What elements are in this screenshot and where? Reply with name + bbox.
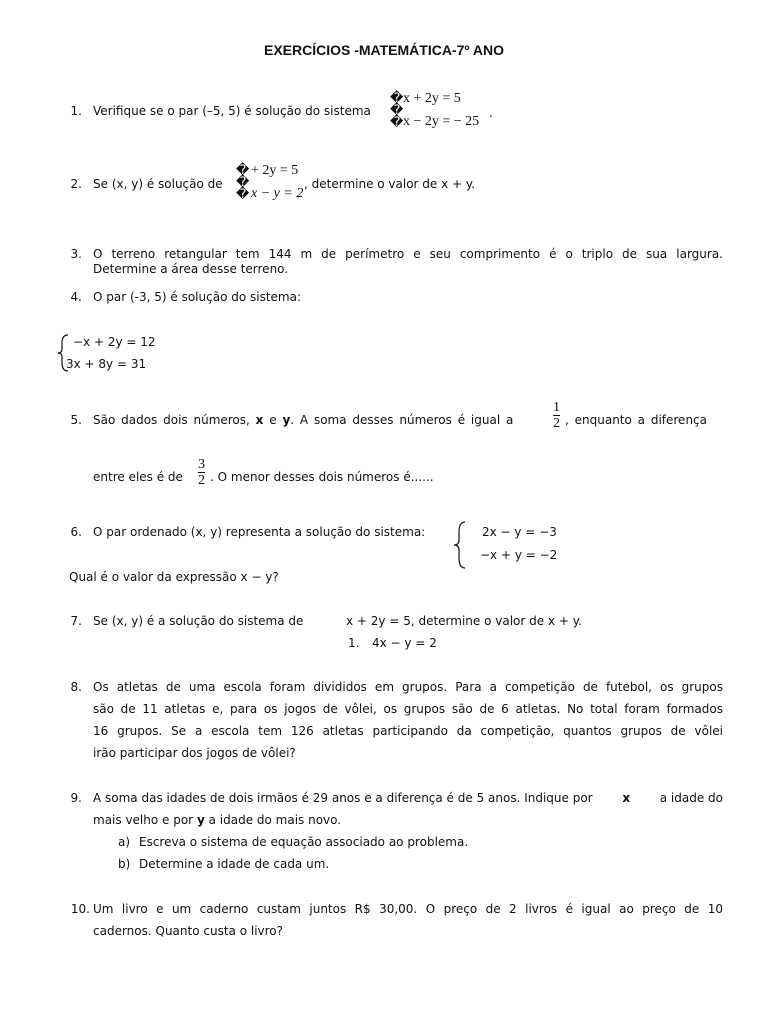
q8-line-2: são de 11 atletas e, para os jogos de vôlei, os grupos são de 6 atletas. No total foram formados <box>93 702 723 716</box>
q6-text: O par ordenado (x, y) representa a solução do sistema: <box>93 525 426 539</box>
q2-number: 2. <box>70 177 82 191</box>
q4-equation-2: 3x + 8y = 31 <box>66 357 147 371</box>
q7-text: Se (x, y) é a solução do sistema de <box>93 614 304 628</box>
q8-line-4: irão participar dos jogos de vôlei? <box>93 746 296 760</box>
q6-equation-2: −x + y = −2 <box>480 548 558 562</box>
q2-equation-1: + 2y = 5 <box>251 163 299 178</box>
q5-line-1-end: , enquanto a diferença <box>565 413 707 427</box>
q5-line-1 <box>93 413 513 427</box>
q9-line-2-end: a idade do mais novo. <box>208 813 342 827</box>
q6-brace <box>452 520 468 570</box>
q9-item-b-text: Determine a idade de cada um. <box>139 857 330 871</box>
q9-item-a-text: Escreva o sistema de equação associado ao problema. <box>139 835 469 849</box>
q1-equation-2: x − 2y = − 25 <box>403 114 480 129</box>
q9-item-b-label: b) <box>118 857 131 871</box>
q1-number: 1. <box>70 104 82 118</box>
q4-equation-1: −x + 2y = 12 <box>73 335 156 349</box>
q4-text: O par (-3, 5) é solução do sistema: <box>93 290 302 304</box>
q1-brace-glyph-2: � <box>390 103 404 118</box>
page-title: EXERCÍCIOS -MATEMÁTICA-7º ANO <box>263 42 504 58</box>
q7-equation-2: 4x − y = 2 <box>372 636 437 650</box>
q5-line-2-end: . O menor desses dois números é...... <box>210 470 434 484</box>
q1-period: . <box>489 106 493 120</box>
q10-line-1: Um livro e um caderno custam juntos R$ 30,00. O preço de 2 livros é igual ao preço de 10 <box>93 902 723 916</box>
q5-fraction-2 <box>198 457 205 488</box>
q2-equation-2: x − y = 2 <box>251 186 304 201</box>
q7-equation-1: x + 2y = 5, determine o valor de x + y. <box>346 614 582 628</box>
q2-text-after: , determine o valor de x + y. <box>304 177 476 191</box>
q5-fraction-2-numerator: 3 <box>198 457 205 472</box>
q6-equation-1: 2x − y = −3 <box>482 525 557 539</box>
q3-number: 3. <box>70 247 82 261</box>
q5-fraction-1-numerator: 1 <box>553 400 560 415</box>
q2-brace-glyph-1: � <box>236 163 250 178</box>
q8-line-3: 16 grupos. Se a escola tem 126 atletas participando da competição, quantos grupos de vôlei <box>93 724 723 738</box>
q5-line-2: entre eles é de <box>93 470 183 484</box>
q8-line-1: Os atletas de uma escola foram divididos em grupos. Para a competição de futebol, os grupos <box>93 680 723 694</box>
q5-number: 5. <box>70 413 82 427</box>
q3-line-2: Determine a área desse terreno. <box>93 262 289 276</box>
q9-line-1-end: a idade do <box>659 791 723 805</box>
q2-brace-glyph-2: � <box>236 175 250 190</box>
q1-brace-glyph-3: � <box>390 115 404 130</box>
q9-line-1-start: A soma das idades de dois irmãos é 29 anos e a diferença é de 5 anos. Indique por <box>93 791 593 805</box>
q2-text-before: Se (x, y) é solução de <box>93 177 223 191</box>
q8-number: 8. <box>70 680 82 694</box>
q9-line-1 <box>93 791 723 805</box>
q9-line-2-start: mais velho e por <box>93 813 194 827</box>
q6-number: 6. <box>70 525 82 539</box>
q5-fraction-1 <box>553 400 560 431</box>
q7-number: 7. <box>70 614 82 628</box>
q6-question: Qual é o valor da expressão x − y? <box>69 570 279 584</box>
q1-brace-glyph-1: � <box>390 91 404 106</box>
q5-var-x: x <box>255 413 264 427</box>
q1-text: Verifique se o par (–5, 5) é solução do sistema <box>93 104 371 118</box>
q9-line-2 <box>93 813 341 827</box>
q10-number: 10. <box>70 902 90 916</box>
q10-line-2: cadernos. Quanto custa o livro? <box>93 924 284 938</box>
q7-equation-2-number: 1. <box>348 636 360 650</box>
q5-var-y: y <box>282 413 291 427</box>
q2-brace-glyph-3: � <box>236 187 250 202</box>
q5-fraction-1-denominator: 2 <box>553 416 560 431</box>
q9-item-a-label: a) <box>118 835 131 849</box>
q5-conj-e: e <box>269 413 277 427</box>
q1-equation-1: x + 2y = 5 <box>403 91 461 106</box>
q9-var-x: x <box>622 791 631 805</box>
q9-var-y: y <box>196 813 205 827</box>
q9-number: 9. <box>70 791 82 805</box>
q3-line-1: O terreno retangular tem 144 m de perímetro e seu comprimento é o triplo de sua largura. <box>93 247 723 261</box>
q4-number: 4. <box>70 290 82 304</box>
q5-line-1-middle: . A soma desses números é igual a <box>290 413 514 427</box>
q5-line-1-start: São dados dois números, <box>93 413 250 427</box>
q5-fraction-2-denominator: 2 <box>198 473 205 488</box>
